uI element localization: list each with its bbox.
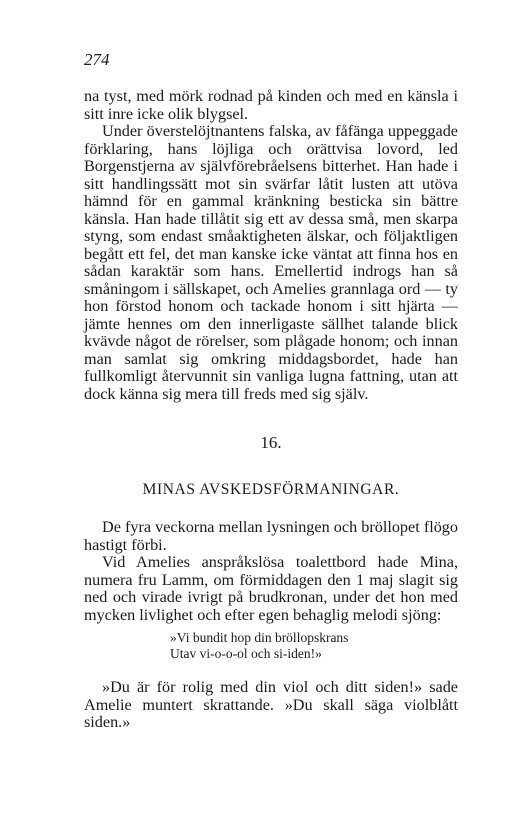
chapter-body (84, 519, 458, 732)
paragraph-borgenstjerna: Under överstelöjtnantens falska, av fåfänga uppeggade förklaring, hans löjliga och orättvisa lovord, led Borgenstjerna av självförebråelsens bitterhet. Han hade i sitt handlingssätt mot sin svärfar låtit lusten att utöva hämnd för en gammal kränkning besticka sin bättre känsla. Han hade tillåtit sig ett av dessa små, men skarpa styng, som endast småaktigheten älskar, och följaktligen begått ett fel, det man kanske icke väntat att finna hos en sådan karaktär som hans. Emellertid indrogs han så småningom i sällskapet, och Amelies grannlaga ord — ty hon förstod honom och tackade honom i sitt hjärta — jämte hennes om den innerligaste sällhet talande blick kvävde något de rörelser, som plågade honom; och innan man samlat sig omkring middagsbordet, hade han fullkomligt återvunnit sin vanliga lugna fattning, utan att dock känna sig mera till freds med sig själv. (84, 122, 458, 403)
verse-line: Utav vi-o-o-ol och si-iden!» (170, 645, 322, 661)
paragraph-weeks: De fyra veckorna mellan lysningen och bröllopet flögo hastigt förbi. (84, 518, 458, 554)
verse-line: »Vi bundit hop din bröllopskrans (170, 630, 349, 645)
page-number: 274 (84, 50, 110, 69)
chapter-title: MINAS AVSKEDSFÖRMANINGAR. (142, 481, 400, 498)
paragraph-continuation: na tyst, med mörk rodnad på kinden och med en känsla i sitt inre icke olik blygsel. (84, 87, 458, 123)
chapter-number: 16. (260, 433, 282, 452)
book-page (84, 50, 458, 732)
paragraph-amelie-reply: »Du är för rolig med din viol och ditt siden!» sade Amelie muntert skrattande. »Du skall säga violblått siden.» (84, 678, 458, 731)
song-verse (170, 630, 458, 661)
paragraph-mina: Vid Amelies anspråkslösa toalettbord hade Mina, numera fru Lamm, om förmiddagen den 1 maj slagit sig ned och virade ivrigt på brudkronan, under det hon med mycken livlighet och efter egen behaglig melodi sjöng: (84, 553, 458, 624)
